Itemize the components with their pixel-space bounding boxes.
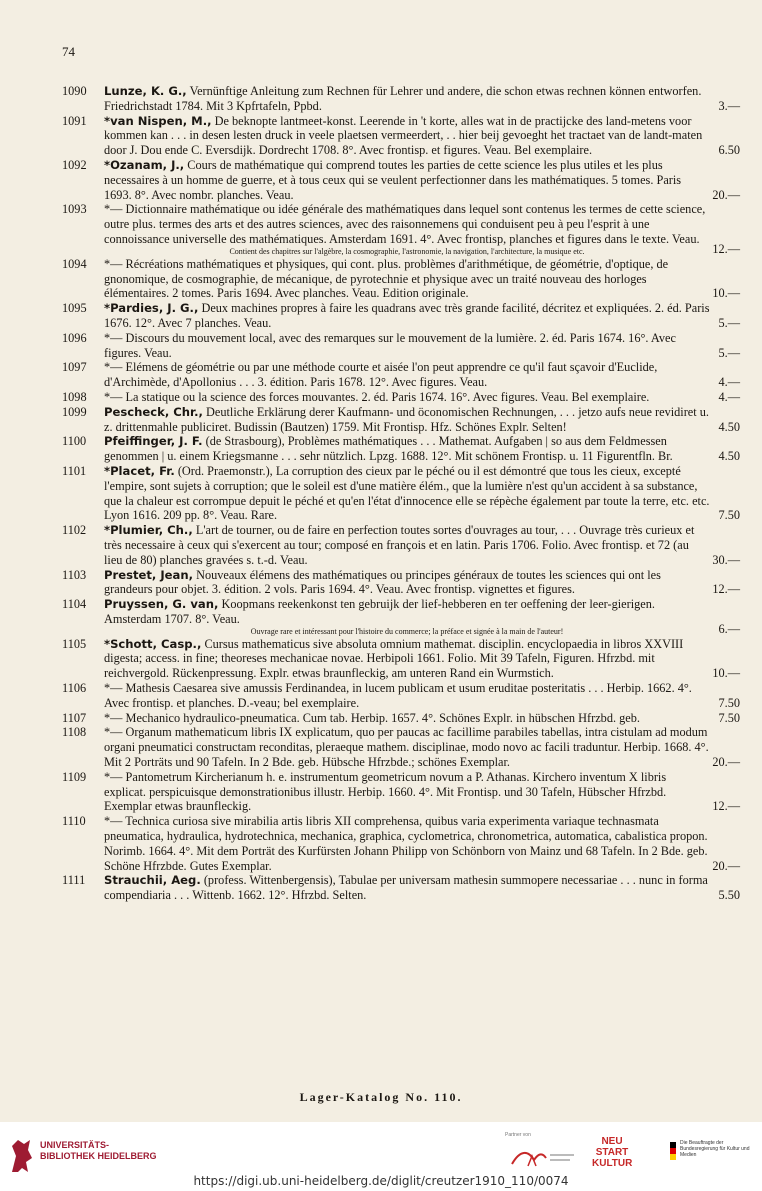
catalog-entry xyxy=(0,597,762,637)
partner-logo-icon[interactable] xyxy=(508,1142,578,1172)
catalog-entry xyxy=(0,814,762,873)
entry-author: *Plumier, Ch., xyxy=(104,523,193,538)
entry-number: 1090 xyxy=(62,84,87,98)
catalog-entry xyxy=(0,257,762,301)
entry-description: Vernünftige Anleitung zum Rechnen für Lehrer und andere, die schon etwas rechnen können entworfen. Friedrichstadt 1784. Mit 3 Kpfrtafeln, Ppbd. xyxy=(104,84,702,113)
neustart-kultur-logo[interactable]: NEU START KULTUR xyxy=(592,1136,633,1169)
entry-description: (Ord. Praemonstr.), La corruption des cieux par le péché ou il est démontré que tous les cieux, excepté l'empire, sont sujets à corruption; que le soleil est d'une matière élém., que la lumière n'est qu'un accident à sa substance, que la chaleur est corrompue depuit le péché et qu'en l'état d'innocence elle se répèche également par toute la terre, etc. etc. Lyon 1616. 209 pp. 8°. Veau. Rare. xyxy=(104,463,710,523)
page-url[interactable]: https://digi.ub.uni-heidelberg.de/diglit/creutzer1910_110/0074 xyxy=(193,1174,569,1188)
entry-description: Deux machines propres à faire les quadrans avec très grande facilité, décritez et expliquées. 2. éd. Paris 1676. 12°. Avec 7 planches. Veau. xyxy=(104,301,710,330)
catalog-entry xyxy=(0,331,762,361)
entry-author: *Schott, Casp., xyxy=(104,636,202,651)
government-text: Die Beauftragte der Bundesregierung für Kultur und Medien xyxy=(680,1140,750,1158)
entry-number: 1110 xyxy=(62,814,86,829)
entry-price: 20.— xyxy=(712,187,740,202)
entry-price: 12.— xyxy=(712,582,740,597)
catalog-entry xyxy=(0,434,762,464)
catalog-entry xyxy=(0,770,762,814)
entry-description: *— Dictionnaire mathématique ou idée générale des mathématiques dans lequel sont contenus les termes de cette science, outre plus. termes des arts et des autres sciences, avec des raisonnemens qui conduisent peu à peu l'esprit à une connoissance universelle des mathématiques. Amsterdam 1691. 4°. Avec frontisp, planches et figures dans le texte. Veau. xyxy=(104,202,706,246)
catalog-entry xyxy=(0,873,762,903)
catalog-entry xyxy=(0,202,762,256)
entry-number: 1102 xyxy=(62,523,87,538)
entry-number: 1092 xyxy=(62,157,87,172)
german-flag-icon xyxy=(670,1142,676,1160)
catalog-entry xyxy=(0,464,762,523)
entry-description: Nouveaux élémens des mathématiques ou principes généraux de toutes les sciences qui ont les grandeurs pour objet. 3. édition. 2 vols. Paris 1694. 4°. Veau. Avec frontisp. vignettes et figures. xyxy=(104,567,661,597)
catalog-entry xyxy=(0,725,762,769)
government-logo[interactable] xyxy=(650,1136,758,1172)
entries-list xyxy=(0,84,762,903)
entry-price: 4.— xyxy=(718,375,740,390)
entry-description: Deutliche Erklärung derer Kaufmann- und öconomischen Rechnungen, . . . jetzo aufs neue revidiret u. z. drittenmahle publiciret. Budissin (Bautzen) 1759. Mit Frontisp. Hfz. Schönes Explr. Selten! xyxy=(104,404,709,434)
catalog-entry xyxy=(0,711,762,726)
partner-label: Partner von xyxy=(505,1132,531,1138)
entry-description: De beknopte lantmeet-konst. Leerende in 't korte, alles wat in de practijcke des land-metens voor kommen kan . . . in desen lesten druck in veele plaetsen vermeerdert, . . hier beij gevoeght het tractaet van de landt-maten door J. Dou ende C. Eversdijk. Dordrecht 1708. 8°. Avec frontisp. et figures. Veau. Bel exemplaire. xyxy=(104,113,703,158)
entry-price: 20.— xyxy=(712,755,740,770)
entry-number: 1093 xyxy=(62,202,87,217)
entry-number: 1091 xyxy=(62,113,87,128)
entry-price: 20.— xyxy=(712,858,740,873)
entry-number: 1108 xyxy=(62,725,87,740)
entry-number: 1103 xyxy=(62,567,87,582)
page-number: 74 xyxy=(62,44,75,59)
entry-author: *Placet, Fr. xyxy=(104,463,175,478)
catalog-entry xyxy=(0,360,762,390)
entry-description: Koopmans reekenkonst ten gebruijk der lief-hebberen en ter oeffening der leer-gierigen. Amsterdam 1707. 8°. Veau. xyxy=(104,597,655,626)
library-lion-icon xyxy=(8,1136,34,1176)
entry-author: *Ozanam, J., xyxy=(104,157,185,172)
entry-note: Contient des chapitres sur l'algèbre, la cosmographie, l'astronomie, la navigation, l'architecture, la musique etc. xyxy=(229,246,585,256)
entry-description: (de Strasbourg), Problèmes mathématiques . . . Mathemat. Aufgaben | so aus dem Feldmessen genommen | u. einem Kriegsmanne . . . sehr nützlich. Lpzg. 1688. 12°. Mit schönem Frontisp. u. 11 Figurentfln. Br. xyxy=(104,434,673,464)
entry-number: 1097 xyxy=(62,360,87,375)
entry-price: 7.50 xyxy=(718,695,740,710)
entry-author: *Pardies, J. G., xyxy=(104,301,199,316)
entry-price: 4.— xyxy=(718,389,740,404)
entry-description: *— Récréations mathématiques et physiques, qui cont. plus. problèmes d'arithmétique, de géométrie, d'optique, de gnonomique, de cosmographie, de mécanique, de pyrotechnie et physique avec un traité nouveau des horloges élémentaires. 2 tomes. Paris 1694. Avec planches. Veau. Edition originale. xyxy=(104,256,669,301)
catalog-entry xyxy=(0,568,762,598)
entry-number: 1107 xyxy=(62,710,87,725)
catalog-entry xyxy=(0,405,762,435)
entry-price: 12.— xyxy=(712,799,740,814)
library-logo[interactable] xyxy=(8,1136,158,1176)
catalog-entry xyxy=(0,390,762,405)
entry-description: (profess. Wittenbergensis), Tabulae per universam mathesin summopere necessariae . . . nunc in forma compendiaria . . . Wittenb. 1662. 12°. Hfrzbd. Selten. xyxy=(104,873,708,903)
catalog-entry xyxy=(0,114,762,158)
entry-price: 5.50 xyxy=(718,888,740,903)
entry-author: Pfeiffinger, J. F. xyxy=(104,434,203,449)
catalog-entry xyxy=(0,301,762,331)
entry-number: 1109 xyxy=(62,769,87,784)
entry-description: L'art de tourner, ou de faire en perfection toutes sortes d'ouvrages au tour, . . . Ouvrage très curieux et très necessaire à ceux qui s'exercent au tour; composé en françois et en latin. Paris 1706. Folio. Avec frontisp. et 72 (au lieu de 80) planches gravées s. t.-d. Veau. xyxy=(104,523,695,567)
library-name: UNIVERSITÄTS- BIBLIOTHEK HEIDELBERG xyxy=(40,1140,157,1161)
entry-number: 1105 xyxy=(62,636,87,651)
catalog-entry xyxy=(0,637,762,681)
entry-number: 1111 xyxy=(62,873,86,888)
entry-author: *van Nispen, M., xyxy=(104,113,212,128)
entry-number: 1096 xyxy=(62,330,87,345)
entry-price: 30.— xyxy=(712,552,740,567)
entry-price: 10.— xyxy=(712,286,740,301)
catalog-footer-title: Lager-Katalog No. 110. xyxy=(299,1090,463,1104)
entry-price: 10.— xyxy=(712,666,740,681)
entry-number: 1095 xyxy=(62,301,87,316)
entry-description: *— Technica curiosa sive mirabilia artis libris XII comprehensa, quibus varia experimenta variaque technasmata pneumatica, hydraulica, hydrotechnica, mechanica, graphica, cyclometrica, chronometrica, automatica, cabalistica propon. Norimb. 1664. 4°. Mit dem Porträt des Kurfürsten Johann Philipp von Schönborn von Mainz und 68 Tafeln. In 2 Bde. geb. Schöne Hfrzbde. Gutes Exemplar. xyxy=(104,814,708,873)
entry-author: Pescheck, Chr., xyxy=(104,404,203,419)
entry-author: Pruyssen, G. van, xyxy=(104,597,219,612)
entry-price: 4.50 xyxy=(718,419,740,434)
entry-description: *— Organum mathematicum libris IX explicatum, quo per paucas ac facillime parabiles tabellas, intra cistulam ad modum organi pneumatici constructam reconditas, pleraeque mathem. disciplinae, modo novo ac facili traduntur. Herbip. 1668. 4°. Mit 2 Porträts und 90 Tafeln. In 2 Bde. geb. Hübsche Hfrzbde.; schönes Exemplar. xyxy=(104,725,709,770)
entry-number: 1099 xyxy=(62,404,87,419)
entry-number: 1104 xyxy=(62,597,87,612)
entry-number: 1100 xyxy=(62,434,87,449)
entry-description: *— Discours du mouvement local, avec des remarques sur le mouvement de la lumière. 2. éd. Paris 1674. 16°. Avec figures. Veau. xyxy=(104,330,676,360)
entry-description: *— Mathesis Caesarea sive amussis Ferdinandea, in lucem publicam et usum eruditae posteritatis . . . Herbip. 1662. 4°. Avec frontisp. et planches. D.-veau; bel exemplaire. xyxy=(104,681,692,710)
entry-price: 7.50 xyxy=(718,710,740,725)
entry-description: *— La statique ou la science des forces mouvantes. 2. éd. Paris 1674. 16°. Avec figures. Veau. Bel exemplaire. xyxy=(104,389,650,404)
entry-author: Strauchii, Aeg. xyxy=(104,873,201,888)
entry-price: 7.50 xyxy=(718,508,740,523)
entry-number: 1101 xyxy=(62,463,87,478)
entry-number: 1106 xyxy=(62,681,87,696)
entry-description: Cours de mathématique qui comprend toutes les parties de cette science les plus utiles et les plus necessaires à un homme de guerre, et à tous ceux qui se veulent perfectionner dans les mathématiques. 5 tomes. Paris 1693. 8°. Avec nombr. planches. Veau. xyxy=(104,157,682,202)
entry-description: *— Elémens de géométrie ou par une méthode courte et aisée l'on peut apprendre ce qu'il faut sçavoir d'Euclide, d'Archimède, d'Apollonius . . . 3. édition. Paris 1678. 12°. Avec figures. Veau. xyxy=(104,360,658,390)
entry-price: 5.— xyxy=(718,345,740,360)
entry-price: 5.— xyxy=(718,315,740,330)
entry-description: *— Pantometrum Kircherianum h. e. instrumentum geometricum novum a P. Athanas. Kirchero inventum X libris explicat. perspicuisque demonstrationibus illustr. Herbip. 1660. 4°. Mit Frontisp. und 30 Tafeln, Hübscher Hfrzbd. Exemplar etwas braunfleckig. xyxy=(104,769,667,814)
entry-description: Cursus mathematicus sive absoluta omnium mathemat. disciplin. encyclopaedia in libros XXVIII digesta; access. in fine; theoreses mechanicae novae. Herbipoli 1661. Folio. Mit 39 Tafeln, Figuren. Hfrzbd. mit reichvergold. Rückenpressung. Explr. etwas braunfleckig, am unteren Rand ein Wurmstich. xyxy=(104,636,684,681)
entry-author: Prestet, Jean, xyxy=(104,567,194,582)
catalog-entry xyxy=(0,158,762,202)
entry-price: 3.— xyxy=(718,98,740,113)
catalog-entry xyxy=(0,681,762,711)
entry-author: Lunze, K. G., xyxy=(104,84,187,98)
catalog-entry xyxy=(0,523,762,567)
entry-price: 12.— xyxy=(712,241,740,256)
entry-note: Ouvrage rare et intéressant pour l'histoire du commerce; la préface et signée à la main de l'auteur! xyxy=(250,626,564,636)
entry-price: 6.— xyxy=(718,621,740,636)
catalog-entry xyxy=(0,84,762,114)
entry-price: 4.50 xyxy=(718,449,740,464)
entry-price: 6.50 xyxy=(718,143,740,158)
entry-number: 1098 xyxy=(62,389,87,404)
entry-description: *— Mechanico hydraulico-pneumatica. Cum tab. Herbip. 1657. 4°. Schönes Explr. in hübschen Hfrzbd. geb. xyxy=(104,710,640,725)
entry-number: 1094 xyxy=(62,256,87,271)
